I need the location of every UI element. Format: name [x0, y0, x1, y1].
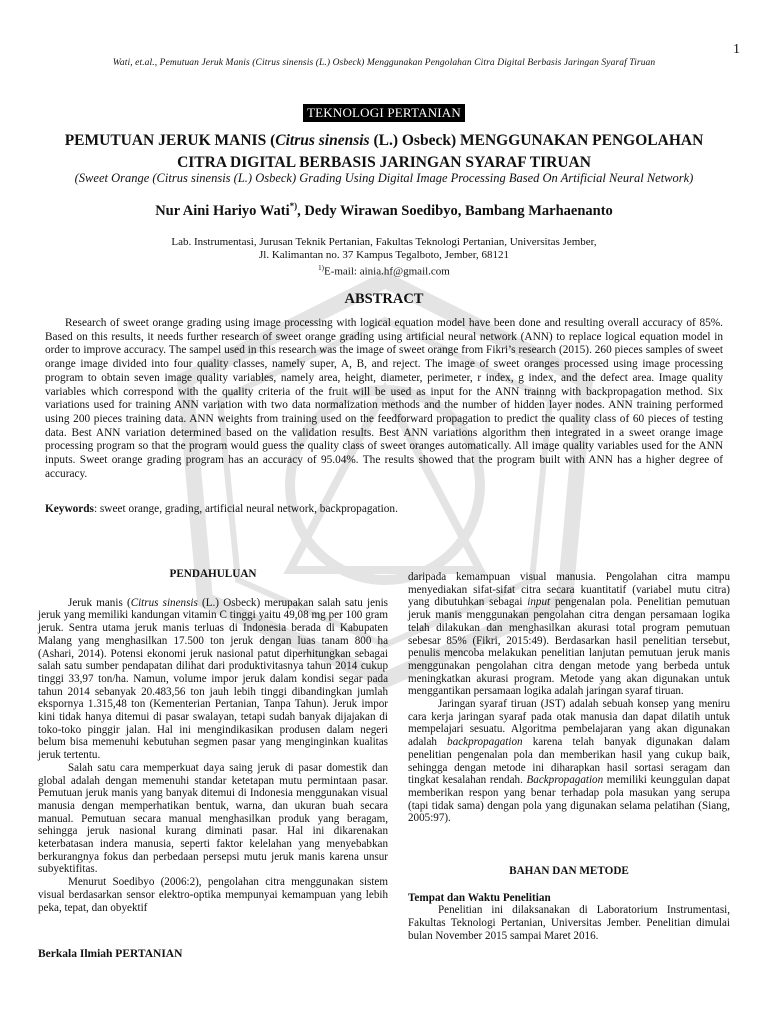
section-tag [0, 104, 768, 122]
abstract-heading: ABSTRACT [344, 291, 424, 307]
affiliation-line-1: Lab. Instrumentasi, Jurusan Teknik Pertanian, Fakultas Teknologi Pertanian, Universitas Jember, [171, 236, 597, 248]
keywords-label: Keywords [45, 503, 94, 515]
paragraph: Salah satu cara memperkuat daya saing jeruk di pasar domestik dan global adalah dengan memenuhi standar ketetapan mutu permintaan pasar. Pemutuan jeruk manis yang banyak ditemui di Indonesia menggunakan visual manusia dengan memperhatikan bentuk, warna, dan ukuran buah secara manual. Pemutuan secara manual menghasilkan produk yang beragam, sehingga jeruk nasional kurang diminati pasar. Hal ini dikarenakan keterbatasan indera manusia, seperti faktor kelelahan yang menyebabkan berkurangnya fokus dan perbedaan persepsi mutu jeruk manis karena unsur subyektifitas. [38, 761, 388, 876]
email-text: E-mail: ainia.hf@gmail.com [323, 265, 450, 278]
email-mark: 1) [318, 264, 324, 272]
text-run: pengenalan pola. Penelitian pemutuan jeruk manis menggunakan pengolahan citra dengan persamaan logika telah dilakukan dan menghasilkan akurasi total program pemutuan sebesar 85% (Fikri, 2015:49). Berdasarkan hasil penelitian tersebut, penulis mencoba melakukan penelitian lanjutan pemutuan jeruk manis menggunakan pengolahan citra dengan metode yang berbeda untuk meningkatkan akurasi program. Metode yang akan digunakan untuk menggantikan persamaan logika adalah jaringan syaraf tiruan. [408, 596, 730, 698]
paper-subtitle: (Sweet Orange (Citrus sinensis (L.) Osbeck) Grading Using Digital Image Processing Based On Artificial Neural Network) [74, 171, 694, 185]
section-heading-bahan-metode: BAHAN DAN METODE [509, 865, 629, 878]
keywords-list: : sweet orange, grading, artificial neural network, backpropagation. [93, 503, 398, 515]
title-species: Citrus sinensis [275, 132, 370, 149]
title-part-2: (L.) Osbeck) MENGGUNAKAN PENGOLAHAN CITRA DIGITAL BERBASIS JARINGAN SYARAF TIRUAN [177, 132, 704, 171]
keywords [45, 503, 723, 515]
author-others: , Dedy Wirawan Soedibyo, Bambang Marhaenanto [297, 202, 613, 219]
subheading-tempat-waktu: Tempat dan Waktu Penelitian [408, 891, 551, 904]
title-part-1: PEMUTUAN JERUK MANIS ( [64, 132, 276, 149]
italic-term: Backpropagation [526, 774, 604, 787]
text-run: (L.) Osbeck) merupakan salah satu jenis jeruk yang memiliki kandungan vitamin C tinggi yaitu 49,08 mg per 100 gram jeruk. Sentra utama jeruk manis terluas di Indonesia berada di Kabupaten Malang yang menghasilkan 17.500 ton jeruk dengan luas tanam 800 ha (Ashari, 2014). Potensi ekonomi jeruk nasional patut diperhitungkan sebagai salah satu sumber pendapatan dilihat dari produktivitasnya tahun 2014 cukup tinggi 33,97 ton/ha. Namun, volume impor jeruk dalam kondisi segar pada tahun 2014 sebanyak 20.483,56 ton jauh lebih tinggi dibandingkan jumlah ekspornya 1.315,48 ton (Kementerian Pertanian, Tanpa Tahun). Jeruk impor kini tidak hanya ditemui di pasar swalayan, tetapi sudah banyak dijajakan di toko-toko pinggir jalan. Hal ini mengindikasikan produsen dalam negeri belum bisa memenuhi kebutuhan segmen pasar yang menginginkan kualitas jeruk tertentu. [38, 596, 388, 762]
text-run: karena telah banyak digunakan dalam penelitian pengenalan pola dan memberikan hasil yang cukup baik, sehingga dengan metode ini diharapkan hasil sortasi seragam dan tingkat kesalahan rendah. [408, 736, 730, 787]
section-tag-label: TEKNOLOGI PERTANIAN [303, 104, 465, 122]
right-column [408, 571, 730, 943]
affiliation-line-2: Jl. Kalimantan no. 37 Kampus Tegalboto, Jember, 68121 [258, 249, 510, 261]
paragraph [408, 571, 730, 698]
text-run: memiliki keunggulan dapat memberikan respon yang benar terhadap pola masukan yang serupa (tapi tidak sama) dengan pola yang digunakan selama pelatihan (Siang, 2005:97). [408, 774, 730, 825]
abstract-text: Research of sweet orange grading using image processing with logical equation model have been done and resulting overall accuracy of 85%. Based on this results, it needs further research of sweet orange grading using artificial neural network (ANN) to replace logical equation model in order to improve accuracy. The sampel used in this research was the image of sweet orange from Fikri’s research (2015). 260 pieces samples of sweet orange image divided into four quality classes, namely super, A, B, and reject. The image of sweet oranges processed using image processing program to obtain seven image quality variables, namely area, height, diameter, perimeter, r index, g index, and the defect area. Image quality variables which correspond with the quality criteria of the fruit will be used as input for the ANN trainng with backpropagation method. Six variations used for training ANN variation with two data normalization methods and the number of hidden layer nodes. ANN training performed using 200 pieces training data. ANN weights from training used on the feedforward propagation to predict the quality class of 60 pieces of testing data. Best ANN variation determined based on the validation results. Best ANN variations algorithm then integrated in a sweet orange image processing program so that the program would guess the quality class of sweet oranges automatically. All image quality variables used for the ANN inputs. Sweet orange grading program has an accuracy of 95.04%. The results showed that the program built with ANN has a higher degree of accuracy. [45, 317, 723, 480]
text-run: Jaringan syaraf tiruan (JST) adalah sebuah konsep yang meniru cara kerja jaringan syaraf pada otak manusia dan dapat dilatih untuk mempelajari sesuatu. Algoritma pembelajaran yang akan digunakan adalah [408, 698, 730, 749]
author-list [0, 201, 768, 220]
paragraph [408, 698, 730, 825]
author-mark: *) [289, 201, 298, 211]
text-run: Jeruk manis ( [68, 596, 131, 609]
page-number: 1 [733, 42, 740, 57]
section-heading-pendahuluan: PENDAHULUAN [169, 568, 257, 580]
running-head: Wati, et.al., Pemutuan Jeruk Manis (Citrus sinensis (L.) Osbeck) Menggunakan Pengolahan Citra Digital Berbasis Jaringan Syaraf Tiruan [112, 58, 656, 68]
species-name: Citrus sinensis [130, 596, 198, 609]
paragraph: Penelitian ini dilaksanakan di Laboratorium Instrumentasi, Fakultas Teknologi Pertanian, Universitas Jember. Penelitian dimulai bulan November 2015 sampai Maret 2016. [408, 904, 730, 942]
italic-term: backpropagation [447, 736, 523, 749]
left-column [38, 568, 388, 914]
italic-term: input [527, 596, 551, 609]
text-run: daripada kemampuan visual manusia. Pengolahan citra mampu menyediakan sifat-sifat citra secara kuantitatif (variabel mutu citra) yang dibutuhkan sebagai [408, 571, 730, 609]
author-first: Nur Aini Hariyo Wati [155, 202, 290, 219]
affiliation-email [0, 262, 768, 279]
journal-footer: Berkala Ilmiah PERTANIAN [38, 948, 183, 960]
paragraph: Menurut Soedibyo (2006:2), pengolahan citra menggunakan sistem visual berdasarkan sensor elektro-optika mempunyai kemampuan yang lebih peka, tepat, dan obyektif [38, 876, 388, 914]
affiliation [0, 236, 768, 279]
paragraph [38, 597, 388, 762]
paper-title [40, 130, 728, 174]
